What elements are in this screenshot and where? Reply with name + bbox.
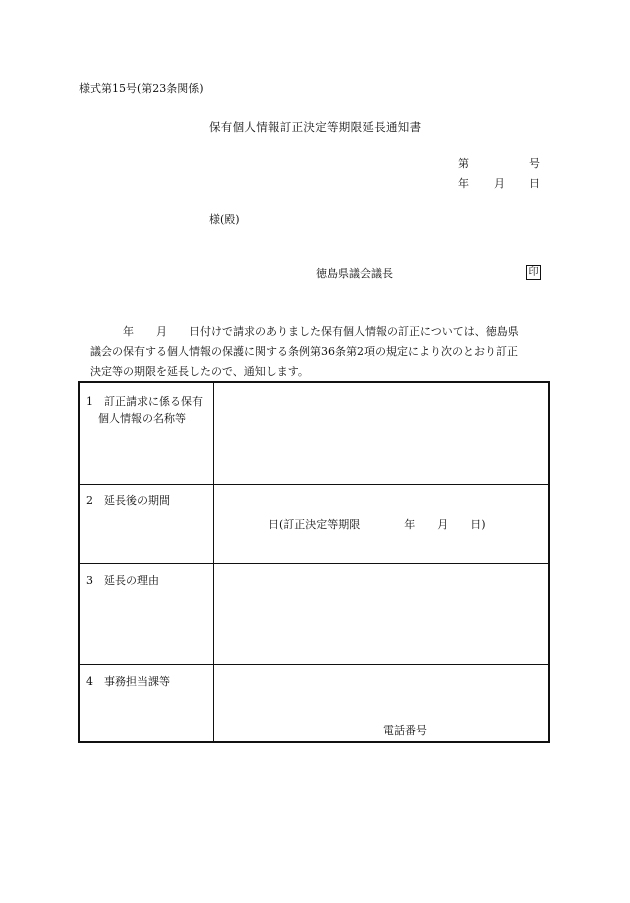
document-number-suffix: 号 (529, 157, 540, 170)
table-row-divider (80, 484, 548, 485)
table-row-contact-phone-label: 電話番号 (383, 724, 427, 737)
date-month-label: 月 (494, 177, 505, 190)
form-number: 様式第15号(第23条関係) (79, 82, 204, 95)
document-number-prefix: 第 (458, 157, 469, 170)
table-row-name-label-line-2: 個人情報の名称等 (98, 412, 186, 425)
notice-body (90, 322, 560, 382)
table-row-divider (80, 664, 548, 665)
issuer-name: 徳島県議会議長 (316, 267, 393, 280)
details-table (78, 381, 550, 743)
table-row-reason-value[interactable] (215, 565, 548, 663)
document-title: 保有個人情報訂正決定等期限延長通知書 (209, 120, 422, 134)
recipient-label: 様(殿) (209, 213, 240, 226)
date-year-label: 年 (458, 177, 469, 190)
notice-body-line-1: 年 月 日付けで請求のありました保有個人情報の訂正については、徳島県 (90, 325, 519, 338)
table-row-name-label (86, 393, 203, 427)
table-row-contact-label: 4 事務担当課等 (86, 675, 170, 688)
date-day-label: 日 (529, 177, 540, 190)
table-row-reason-label: 3 延長の理由 (86, 574, 159, 587)
table-column-divider (213, 383, 214, 741)
notice-body-line-3: 決定等の期限を延長したので、通知します。 (90, 365, 309, 378)
table-row-period-value: 日(訂正決定等期限 年 月 日) (268, 518, 486, 531)
table-row-name-label-line-1: 1 訂正請求に係る保有 (86, 395, 203, 408)
notice-body-line-2: 議会の保有する個人情報の保護に関する条例第36条第2項の規定により次のとおり訂正 (90, 345, 518, 358)
table-row-divider (80, 563, 548, 564)
seal-stamp: 印 (526, 265, 541, 280)
table-row-name-value[interactable] (215, 383, 548, 483)
table-row-period-label: 2 延長後の期間 (86, 494, 170, 507)
